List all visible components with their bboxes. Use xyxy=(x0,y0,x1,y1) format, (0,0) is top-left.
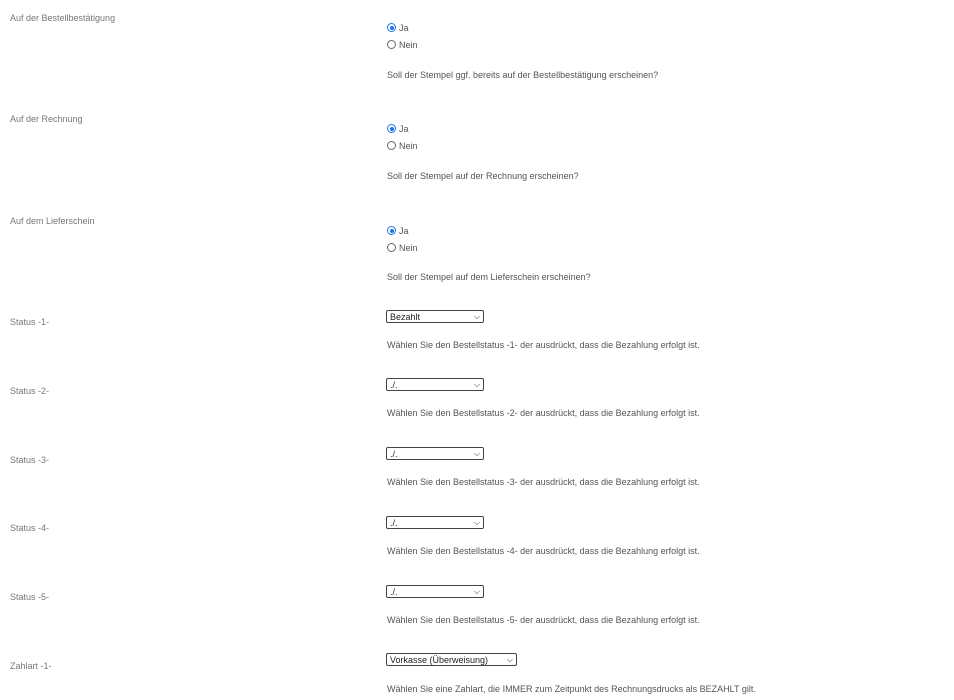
radio-label: Nein xyxy=(399,39,418,50)
chevron-down-icon: ⌵ xyxy=(473,379,480,389)
setting-description: Wählen Sie den Bestellstatus -1- der ausdrückt, dass die Bezahlung erfolgt ist. xyxy=(387,340,700,350)
setting-description: Wählen Sie den Bestellstatus -2- der ausdrückt, dass die Bezahlung erfolgt ist. xyxy=(387,408,700,418)
setting-label: Status -1- xyxy=(10,317,50,327)
setting-label: Auf dem Lieferschein xyxy=(10,216,95,226)
setting-description: Wählen Sie den Bestellstatus -5- der ausdrückt, dass die Bezahlung erfolgt ist. xyxy=(387,615,700,625)
select-value: Bezahlt xyxy=(390,311,421,322)
radio-option-nein[interactable] xyxy=(387,38,418,51)
radio-checked-icon[interactable] xyxy=(387,124,396,133)
payment-select[interactable] xyxy=(386,653,517,666)
radio-checked-icon[interactable] xyxy=(387,226,396,235)
setting-label: Status -4- xyxy=(10,523,50,533)
chevron-down-icon: ⌵ xyxy=(506,654,513,664)
setting-label: Auf der Bestellbestätigung xyxy=(10,13,116,23)
select-value: ./. xyxy=(390,586,398,597)
setting-label: Auf der Rechnung xyxy=(10,114,83,124)
radio-option-ja[interactable] xyxy=(387,122,409,135)
radio-label: Nein xyxy=(399,140,418,151)
select-value: ./. xyxy=(390,448,398,459)
setting-description: Soll der Stempel auf der Rechnung erscheinen? xyxy=(387,171,579,181)
select-value: Vorkasse (Überweisung) xyxy=(390,654,489,665)
radio-checked-icon[interactable] xyxy=(387,23,396,32)
radio-unchecked-icon[interactable] xyxy=(387,141,396,150)
radio-option-nein[interactable] xyxy=(387,139,418,152)
chevron-down-icon: ⌵ xyxy=(473,517,480,527)
status-select[interactable] xyxy=(386,585,484,598)
setting-description: Wählen Sie eine Zahlart, die IMMER zum Zeitpunkt des Rechnungsdrucks als BEZAHLT gilt. xyxy=(387,684,756,694)
setting-description: Wählen Sie den Bestellstatus -3- der ausdrückt, dass die Bezahlung erfolgt ist. xyxy=(387,477,700,487)
radio-option-nein[interactable] xyxy=(387,241,418,254)
setting-description: Wählen Sie den Bestellstatus -4- der ausdrückt, dass die Bezahlung erfolgt ist. xyxy=(387,546,700,556)
setting-label: Zahlart -1- xyxy=(10,661,52,671)
radio-unchecked-icon[interactable] xyxy=(387,243,396,252)
setting-label: Status -5- xyxy=(10,592,50,602)
radio-option-ja[interactable] xyxy=(387,224,409,237)
setting-label: Status -3- xyxy=(10,455,50,465)
chevron-down-icon: ⌵ xyxy=(473,448,480,458)
radio-unchecked-icon[interactable] xyxy=(387,40,396,49)
select-value: ./. xyxy=(390,517,398,528)
chevron-down-icon: ⌵ xyxy=(473,586,480,596)
radio-label: Ja xyxy=(399,123,409,134)
select-value: ./. xyxy=(390,379,398,390)
radio-label: Ja xyxy=(399,225,409,236)
radio-label: Nein xyxy=(399,242,418,253)
setting-label: Status -2- xyxy=(10,386,50,396)
radio-option-ja[interactable] xyxy=(387,21,409,34)
status-select[interactable] xyxy=(386,310,484,323)
setting-description: Soll der Stempel auf dem Lieferschein erscheinen? xyxy=(387,272,591,282)
status-select[interactable] xyxy=(386,378,484,391)
status-select[interactable] xyxy=(386,447,484,460)
chevron-down-icon: ⌵ xyxy=(473,311,480,321)
radio-label: Ja xyxy=(399,22,409,33)
status-select[interactable] xyxy=(386,516,484,529)
setting-description: Soll der Stempel ggf. bereits auf der Bestellbestätigung erscheinen? xyxy=(387,70,659,80)
